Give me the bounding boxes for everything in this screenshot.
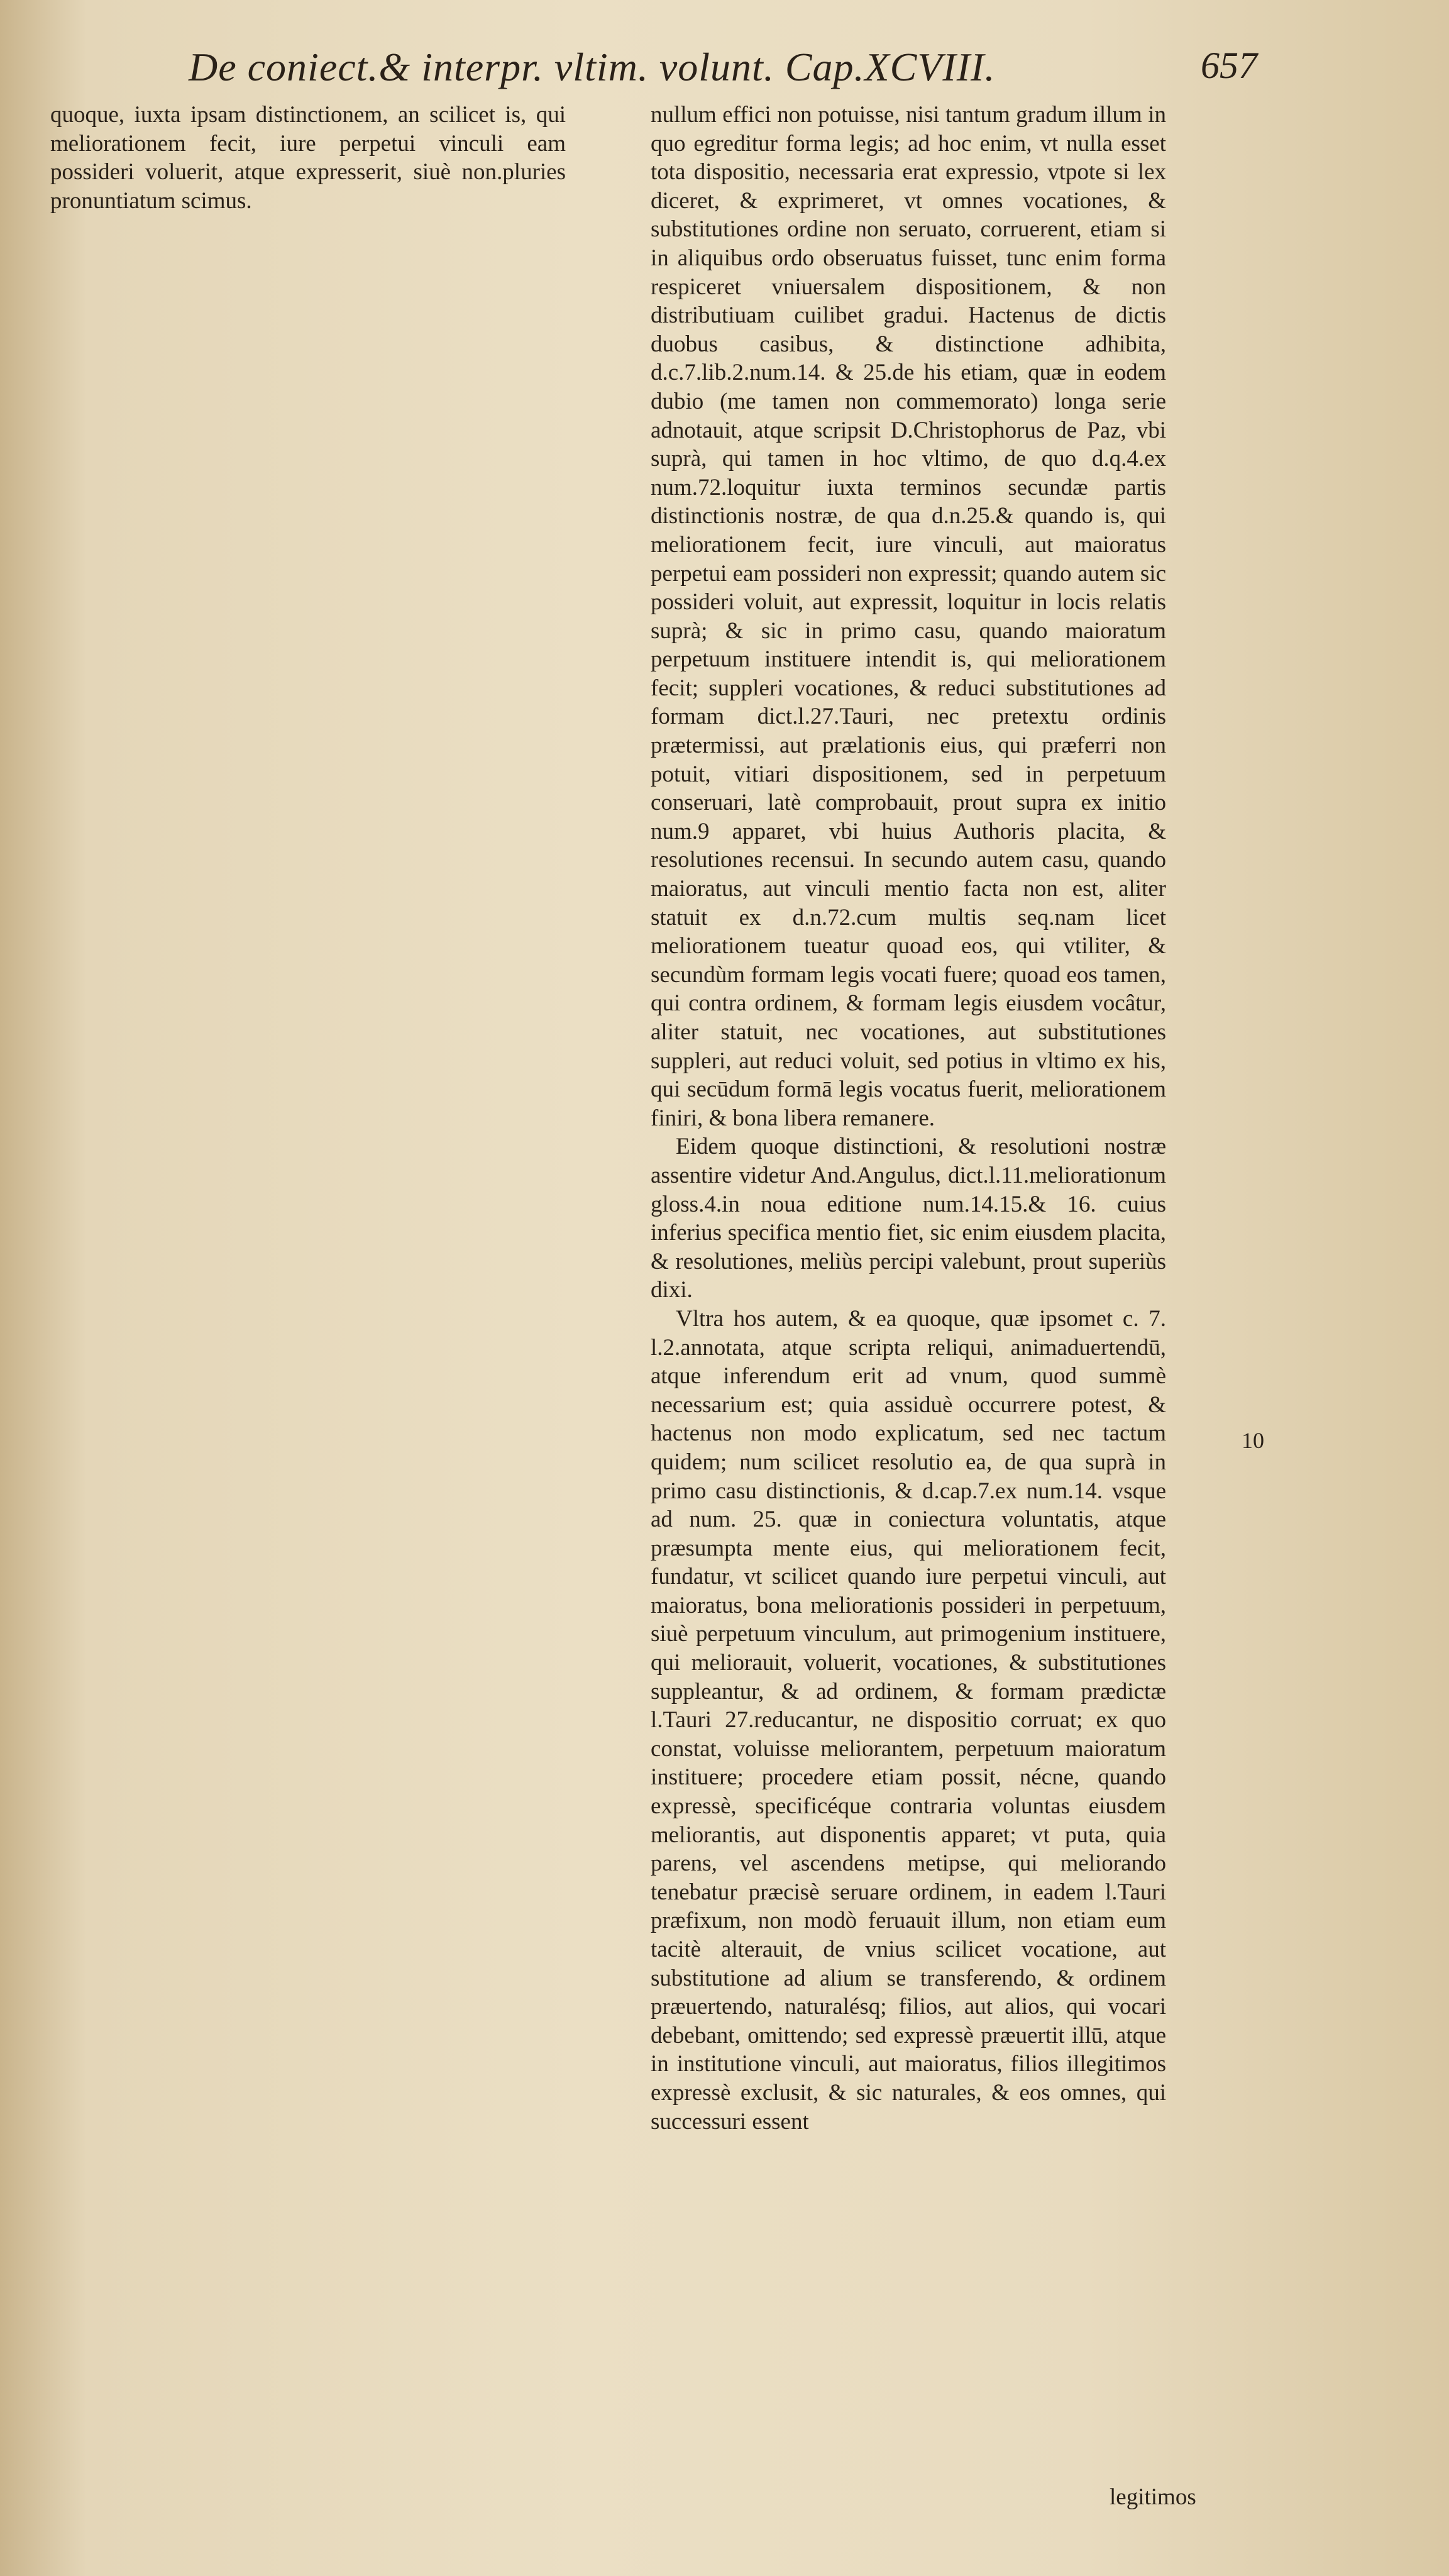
- page-number: 657: [1201, 45, 1257, 86]
- right-paragraph-1: nullum effici non potuisse, nisi tantum gradum illum in quo egreditur forma legis; ad hoc enim, vt nulla esset tota dispositio, necessaria erat expressio, vtpote si lex diceret, & exprimeret, vt omnes vocationes, & substitutiones ordine non seruato, corruerent, etiam si in aliquibus ordo obseruatus fuisset, tunc enim forma respiceret vniuersalem dispositionem, & non distributiuam cuilibet gradui. Hactenus de dictis duobus casibus, & distinctione adhibita, d.c.7.lib.2.num.14. & 25.de his etiam, quæ in eodem dubio (me tamen non commemorato) longa serie adnotauit, atque scripsit D.Christophorus de Paz, vbi suprà, qui tamen in hoc vltimo, de quo d.q.4.ex num.72.loquitur iuxta terminos secundæ partis distinctionis nostræ, de qua d.n.25.& quando is, qui meliorationem fecit, iure vinculi, aut maioratus perpetui eam possideri non expressit; quando autem sic possideri voluit, aut expressit, loquitur in locis relatis suprà; & sic in primo casu, quando maioratum perpetuum instituere intendit is, qui meliorationem fecit; suppleri vocationes, & reduci substitutiones ad formam dict.l.27.Tauri, nec pretextu ordinis prætermissi, aut prælationis eius, qui præferri non potuit, vitiari dispositionem, sed in perpetuum conseruari, latè comprobauit, prout supra ex initio num.9 apparet, vbi huius Authoris placita, & resolutiones recensui. In secundo autem casu, quando maioratus, aut vinculi mentio facta non est, aliter statuit ex d.n.72.cum multis seq.nam licet meliorationem tueatur quoad eos, qui vtiliter, & secundùm formam legis vocati fuere; quoad eos tamen, qui contra ordinem, & formam legis eiusdem vocâtur, aliter statuit, nec vocationes, aut substitutiones suppleri, aut reduci voluit, sed potius in vltimo ex his, qui secūdum formā legis vocatus fuerit, meliorationem finiri, & bona libera remanere.: [651, 102, 1166, 1131]
- right-paragraph-2: Eidem quoque distinctioni, & resolutioni nostræ assentire videtur And.Angulus, dict.l.11.meliorationum gloss.4.in noua editione num.14.15.& 16. cuius inferius specifica mentio fiet, sic enim eiusdem placita, & resolutiones, meliùs percipi valebunt, prout superiùs dixi.: [651, 1134, 1166, 1303]
- left-paragraph-1: quoque, iuxta ipsam distinctionem, an scilicet is, qui meliorationem fecit, iure perpetui vinculi eam possideri voluerit, atque expresserit, siuè non.pluries pronuntiatum scimus.: [50, 102, 566, 214]
- left-column: [50, 101, 566, 215]
- right-paragraph-3: Vltra hos autem, & ea quoque, quæ ipsomet c. 7. l.2.annotata, atque scripta reliqui, animaduertendū, atque inferendum erit ad vnum, quod summè necessarium est; quia assiduè occurrere potest, & hactenus non modo explicatum, sed nec tactum quidem; num scilicet resolutio ea, de qua suprà in primo casu distinctionis, & d.cap.7.ex num.14. vsque ad num. 25. quæ in coniectura voluntatis, atque præsumpta mente eius, qui meliorationem fecit, fundatur, vt scilicet quando iure perpetui vinculi, aut maioratus, bona meliorationis possideri in perpetuum, siuè perpetuum vinculum, aut primogenium instituere, qui meliorauit, voluerit, vocationes, & substitutiones suppleantur, & ad ordinem, & formam prædictæ l.Tauri 27.reducantur, ne dispositio corruat; ex quo constat, voluisse meliorantem, perpetuum maioratum instituere; procedere etiam possit, nécne, quando expressè, specificéque contraria voluntas eiusdem meliorantis, aut disponentis apparet; vt puta, quia parens, vel ascendens metipse, qui meliorando tenebatur præcisè seruare ordinem, in eadem l.Tauri præfixum, non modò feruauit illum, non etiam eum tacitè alterauit, de vnius scilicet vocatione, aut substitutione ad alium se transferendo, & ordinem præuertendo, naturalésq; filios, aut alios, qui vocari debebant, omittendo; sed expressè præuertit illū, atque in institutione vinculi, aut maioratus, filios illegitimos expressè exclusit, & sic naturales, & eos omnes, qui successuri essent: [651, 1305, 1166, 2135]
- right-column: [651, 101, 1166, 2136]
- margin-note: 10: [1242, 1428, 1264, 1453]
- catchword: legitimos: [1110, 2484, 1196, 2510]
- page-header: [189, 44, 1257, 101]
- running-title: De coniect.& interpr. vltim. volunt. Cap.XCVIII.: [189, 45, 996, 89]
